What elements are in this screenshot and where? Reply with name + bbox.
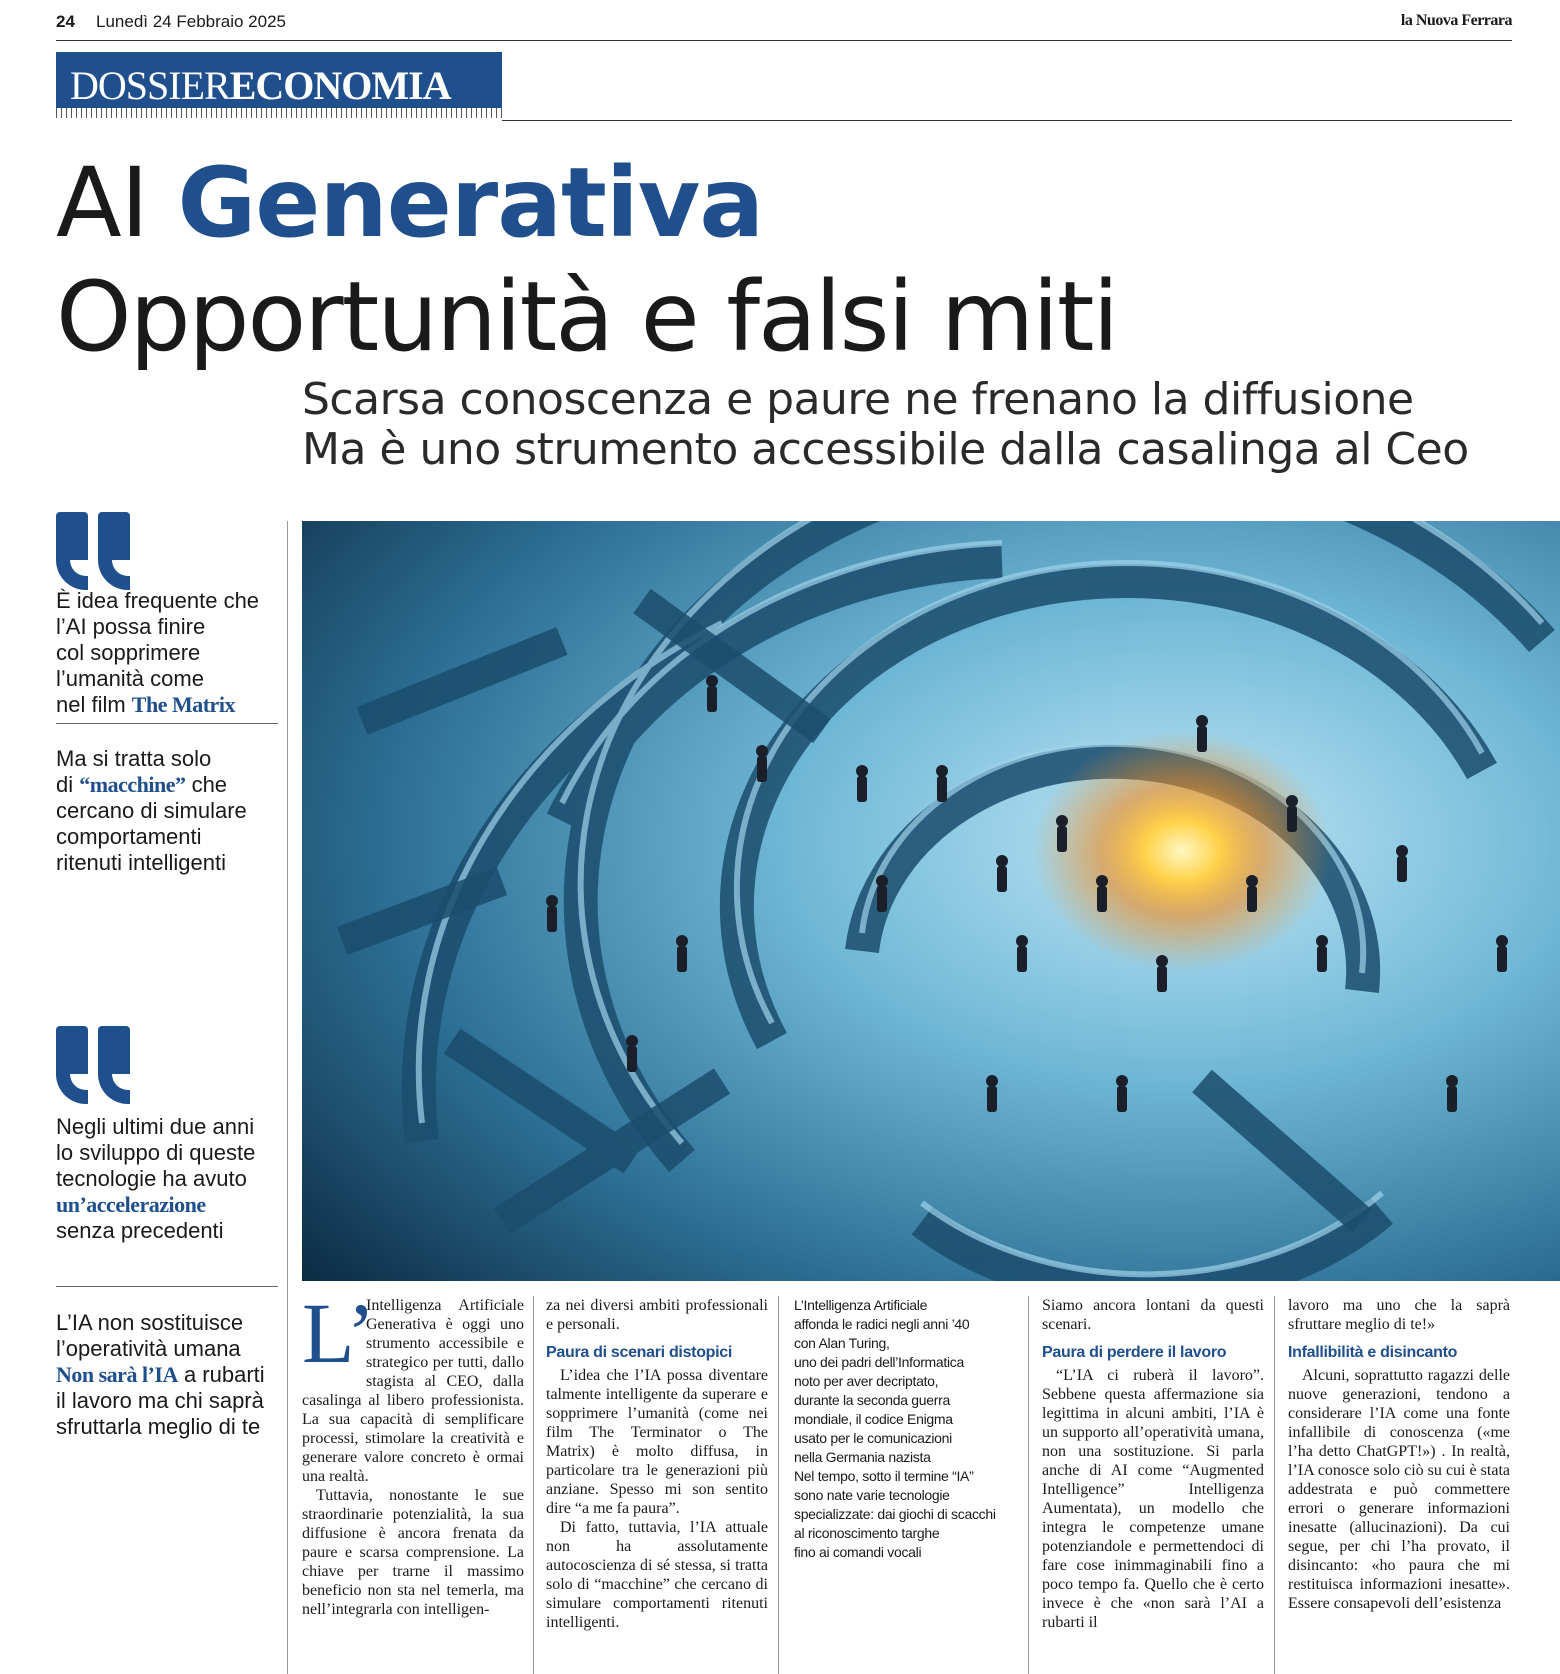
paragraph: Alcuni, soprattutto ragazzi delle nuove generazioni, tendono a considerare l’IA come una fonte infallibile di conoscenza («me l’ha detto ChatGPT!») . In realtà, l’IA conosce solo ciò su cui è stata addestrata e può commettere errori o generare informazioni inesatte (allucinazioni). Da cui segue, per chi l’ha provato, il disincanto: «ho paura che mi restituisca informazioni inesatte». Essere consapevoli dell’esistenza xyxy=(1288,1367,1510,1612)
subheading: Paura di perdere il lavoro xyxy=(1042,1344,1227,1361)
box-line: con Alan Turing, xyxy=(794,1335,890,1351)
box-line: L’Intelligenza Artificiale xyxy=(794,1297,928,1313)
box-line: sono nate varie tecnologie xyxy=(794,1487,950,1503)
box-line: usato per le comunicazioni xyxy=(794,1430,952,1446)
pull-quote-line: l’AI possa finire xyxy=(56,614,206,639)
box-line: Nel tempo, sotto il termine “IA” xyxy=(794,1468,974,1484)
body-column-1 xyxy=(302,1285,524,1619)
pull-quote-line: L’IA non sostituisce xyxy=(56,1310,244,1335)
column-rule xyxy=(533,1296,534,1674)
section-word-dossier: DOSSIER xyxy=(70,63,230,108)
paragraph: za nei diversi ambiti professionali e personali. xyxy=(546,1297,768,1333)
pull-quote-emphasis: The Matrix xyxy=(131,692,235,717)
pull-quote-emphasis: un’accelerazione xyxy=(56,1192,206,1217)
newspaper-name: la Nuova Ferrara xyxy=(1400,12,1512,29)
pull-quote-line: Negli ultimi due anni xyxy=(56,1114,255,1139)
deck xyxy=(302,375,1469,475)
pull-quote-line: cercano di simulare xyxy=(56,798,247,823)
pull-quote-emphasis: Non sarà l’IA xyxy=(56,1362,178,1387)
box-line: mondiale, il codice Enigma xyxy=(794,1411,953,1427)
section-word-economia: ECONOMIA xyxy=(229,63,451,108)
section-ruler-ticks xyxy=(56,108,502,118)
body-column-2 xyxy=(546,1296,768,1632)
pull-quote-line xyxy=(56,772,278,798)
column-rule xyxy=(1028,1296,1029,1674)
issue-date: Lunedì 24 Febbraio 2025 xyxy=(96,12,286,31)
body-column-3-box xyxy=(794,1296,1020,1562)
subheading: Infallibilità e disincanto xyxy=(1288,1344,1458,1361)
headline-ai: AI xyxy=(56,147,148,259)
pull-quote-1 xyxy=(56,588,278,718)
sidebar xyxy=(56,520,278,1670)
pull-quote-line: ritenuti intelligenti xyxy=(56,850,226,875)
pull-quote-line: È idea frequente che xyxy=(56,588,260,613)
headline-generativa: Generativa xyxy=(177,147,764,259)
paragraph: Siamo ancora lontani da questi scenari. xyxy=(1042,1297,1264,1333)
deck-line2: Ma è uno strumento accessibile dalla casalinga al Ceo xyxy=(302,424,1469,475)
paragraph: “L’IA ci ruberà il lavoro”. Sebbene questa affermazione sia legittima in alcuni ambiti, l’IA è un supporto all’operatività umana, non una sostituzione. Si parla anche di AI come “Augmented Intelligence” Intelligenza Aumentata), un modello che integra le competenze umane potenziandole e permettendoci di fare cose inimmaginabili fino a poco tempo fa. Quello che è certo invece è che «non sarà l’AI a rubarti il xyxy=(1042,1367,1264,1631)
header-rule xyxy=(56,40,1512,41)
column-rule xyxy=(778,1296,779,1674)
sidebar-divider xyxy=(56,723,278,724)
sidebar-column-rule xyxy=(287,521,288,1674)
box-line: fino ai comandi vocali xyxy=(794,1544,922,1560)
deck-line1: Scarsa conoscenza e paure ne frenano la diffusione xyxy=(302,374,1414,425)
pull-quote-line: comportamenti xyxy=(56,824,202,849)
pull-quote-emphasis: “macchine” xyxy=(79,772,186,797)
headline-line2: Opportunità e falsi miti xyxy=(56,261,1118,373)
pull-quote-text: a rubarti xyxy=(177,1362,265,1387)
pull-quote-line: il lavoro ma chi saprà xyxy=(56,1388,264,1413)
quote-mark-icon xyxy=(56,512,138,590)
pull-quote-line: Ma si tratta solo xyxy=(56,746,212,771)
box-line: nella Germania nazista xyxy=(794,1449,931,1465)
paragraph: Di fatto, tuttavia, l’IA attuale non ha assolutamente autocoscienza di sé stessa, si tratta solo di “macchine” che cercano di simulare comportamenti ritenuti intelligenti. xyxy=(546,1519,768,1631)
paragraph xyxy=(302,1285,524,1486)
box-line: specializzate: dai giochi di scacchi xyxy=(794,1506,996,1522)
pull-quote-4 xyxy=(56,1310,278,1440)
pull-quote-line: tecnologie ha avuto xyxy=(56,1166,247,1191)
column-rule xyxy=(1274,1296,1275,1674)
pull-quote-line: l’operatività umana xyxy=(56,1336,241,1361)
headline-line1 xyxy=(56,148,763,258)
pull-quote-text: nel film xyxy=(56,692,132,717)
body-column-5 xyxy=(1288,1296,1510,1613)
sidebar-divider xyxy=(56,1286,278,1287)
box-line: affonda le radici negli anni ’40 xyxy=(794,1316,970,1332)
hero-image xyxy=(302,521,1560,1281)
pull-quote-text: di xyxy=(56,772,80,797)
paragraph: L’idea che l’IA possa diventare talmente intelligente da superare e sopprimere l’umanità (come nei film The Terminator o The Matrix) è molto diffusa, in particolare tra le generazioni più anziane. Spesso mi son sentito dire “a me fa paura”. xyxy=(546,1367,768,1517)
pull-quote-line: sfruttarla meglio di te xyxy=(56,1414,261,1439)
quote-mark-icon xyxy=(56,1026,138,1104)
box-line: uno dei padri dell’Informatica xyxy=(794,1354,964,1370)
pull-quote-line: col sopprimere xyxy=(56,640,201,665)
subheading: Paura di scenari distopici xyxy=(546,1344,733,1361)
pull-quote-line: senza precedenti xyxy=(56,1218,224,1243)
pull-quote-line xyxy=(56,1362,278,1388)
page-number: 24 xyxy=(56,12,75,31)
section-banner xyxy=(56,52,502,108)
pull-quote-line: l’umanità come xyxy=(56,666,204,691)
box-line: al riconoscimento targhe xyxy=(794,1525,940,1541)
pull-quote-line xyxy=(56,692,278,718)
paragraph: Tuttavia, nonostante le sue straordinarie potenzialità, la sua diffusione è ancora frenata da paure e scarsa comprensione. La chiave per trarne il massimo beneficio non sta nel temerla, ma nell’integrarla con intelligen- xyxy=(302,1487,524,1618)
paragraph-text: Intelligenza Artificiale Generativa è oggi uno strumento accessibile e strategico per tutti, dallo stagista al CEO, dalla casalinga al libero professionista. La sua capacità di semplificare processi, stimolare la creatività e generare valore concreto è ormai una realtà. xyxy=(302,1297,524,1485)
body-column-4 xyxy=(1042,1296,1264,1632)
section-rule xyxy=(502,120,1512,121)
drop-cap: L’ xyxy=(302,1285,376,1381)
pull-quote-3 xyxy=(56,1114,278,1244)
pull-quote-2 xyxy=(56,746,278,876)
paragraph: lavoro ma uno che la saprà sfruttare meglio di te!» xyxy=(1288,1297,1510,1333)
box-line: durante la seconda guerra xyxy=(794,1392,950,1408)
box-line: noto per aver decriptato, xyxy=(794,1373,939,1389)
pull-quote-line: lo sviluppo di queste xyxy=(56,1140,256,1165)
pull-quote-text: che xyxy=(185,772,228,797)
